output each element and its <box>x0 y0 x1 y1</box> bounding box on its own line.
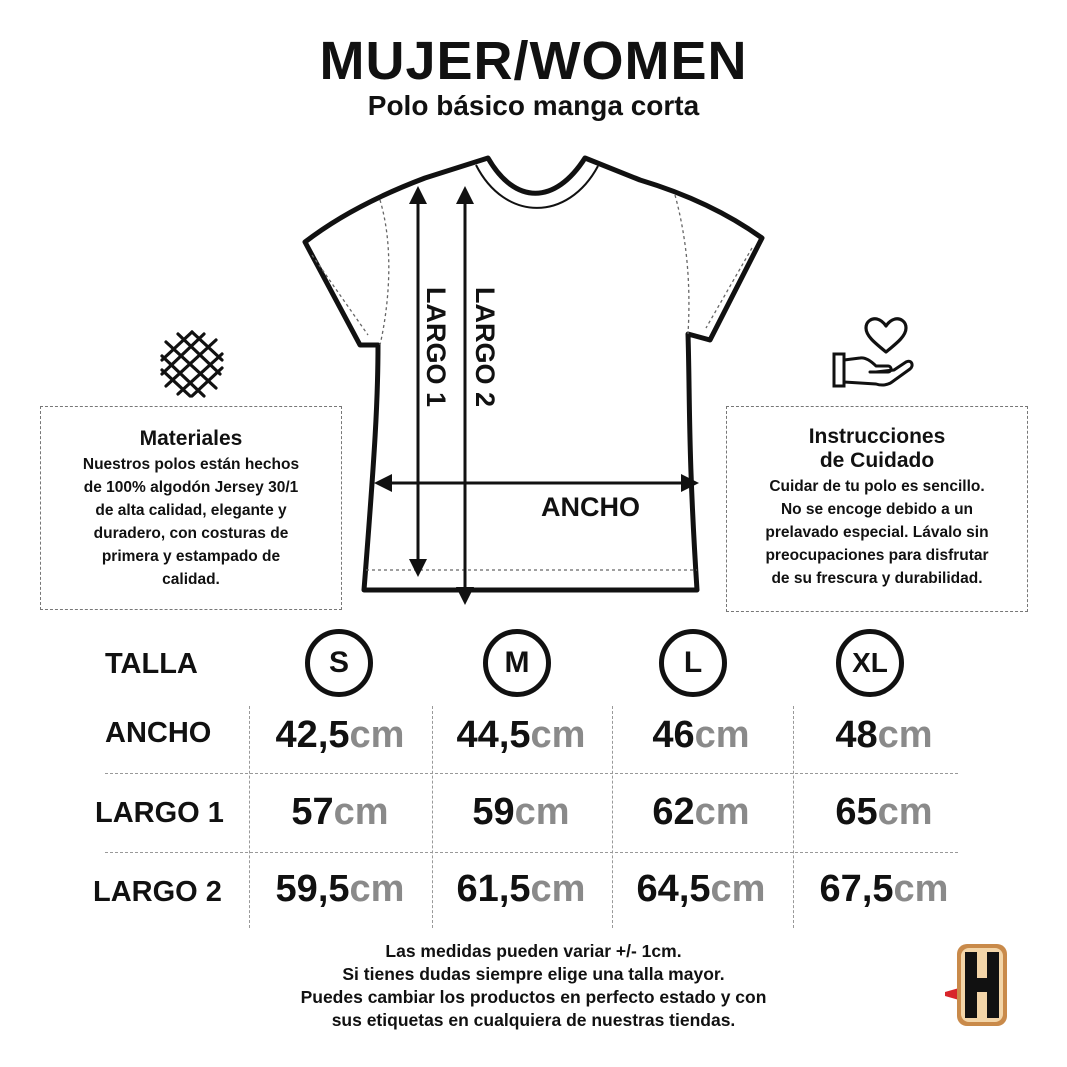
row-label-largo2: LARGO 2 <box>93 876 222 908</box>
ancho-label: ANCHO <box>541 492 640 522</box>
care-line: de su frescura y durabilidad. <box>771 570 983 587</box>
table-divider <box>612 706 613 928</box>
table-cell: 44,5cm <box>456 714 586 756</box>
table-cell: 46cm <box>652 714 750 756</box>
row-label-ancho: ANCHO <box>105 717 212 749</box>
materials-line: duradero, con costuras de <box>93 525 289 542</box>
care-heading-line2: de Cuidado <box>819 449 935 472</box>
size-badge-xl: XL <box>836 629 904 697</box>
footer-line: sus etiquetas en cualquiera de nuestras tiendas. <box>331 1010 736 1030</box>
care-box <box>726 406 1028 612</box>
footer-line: Puedes cambiar los productos en perfecto estado y con <box>300 987 767 1007</box>
page-subtitle: Polo básico manga corta <box>367 90 700 121</box>
footer-line: Si tienes dudas siempre elige una talla mayor. <box>342 964 725 984</box>
materials-text <box>41 453 341 591</box>
brand-logo <box>945 938 1015 1030</box>
largo1-label: LARGO 1 <box>421 287 451 408</box>
table-cell: 48cm <box>835 714 933 756</box>
care-line: prelavado especial. Lávalo sin <box>765 524 989 541</box>
table-cell: 57cm <box>291 791 389 833</box>
materials-line: primera y estampado de <box>101 548 281 565</box>
care-line: No se encoge debido a un <box>780 501 974 518</box>
table-cell: 65cm <box>835 791 933 833</box>
footer-note <box>0 940 1067 1032</box>
care-line: Cuidar de tu polo es sencillo. <box>769 478 985 495</box>
care-line: preocupaciones para disfrutar <box>765 547 989 564</box>
footer-line: Las medidas pueden variar +/- 1cm. <box>385 941 682 961</box>
page-title: MUJER/WOMEN <box>319 31 748 91</box>
size-header: TALLA <box>105 648 198 680</box>
size-badge-s: S <box>305 629 373 697</box>
table-cell: 61,5cm <box>456 868 586 910</box>
materials-line: Nuestros polos están hechos <box>82 456 300 473</box>
row-label-largo1: LARGO 1 <box>95 797 224 829</box>
table-divider <box>249 706 250 928</box>
size-badge-l: L <box>659 629 727 697</box>
care-text <box>727 475 1027 590</box>
largo2-label: LARGO 2 <box>470 287 500 408</box>
materials-line: de alta calidad, elegante y <box>95 502 287 519</box>
materials-line: calidad. <box>162 571 220 588</box>
table-cell: 59,5cm <box>275 868 405 910</box>
table-cell: 62cm <box>652 791 750 833</box>
table-cell: 59cm <box>472 791 570 833</box>
table-cell: 64,5cm <box>636 868 766 910</box>
size-badge-m: M <box>483 629 551 697</box>
tshirt-diagram <box>300 150 770 610</box>
materials-line: de 100% algodón Jersey 30/1 <box>83 479 299 496</box>
fabric-weave-icon <box>156 330 228 400</box>
table-divider <box>105 852 958 853</box>
table-cell: 42,5cm <box>275 714 405 756</box>
materials-box <box>40 406 342 610</box>
materials-heading: Materiales <box>139 427 243 450</box>
table-divider <box>105 773 958 774</box>
table-divider <box>432 706 433 928</box>
tshirt-outline <box>305 158 762 590</box>
table-cell: 67,5cm <box>819 868 949 910</box>
table-divider <box>793 706 794 928</box>
care-heading-line1: Instrucciones <box>808 425 946 448</box>
hand-heart-icon <box>830 316 914 392</box>
